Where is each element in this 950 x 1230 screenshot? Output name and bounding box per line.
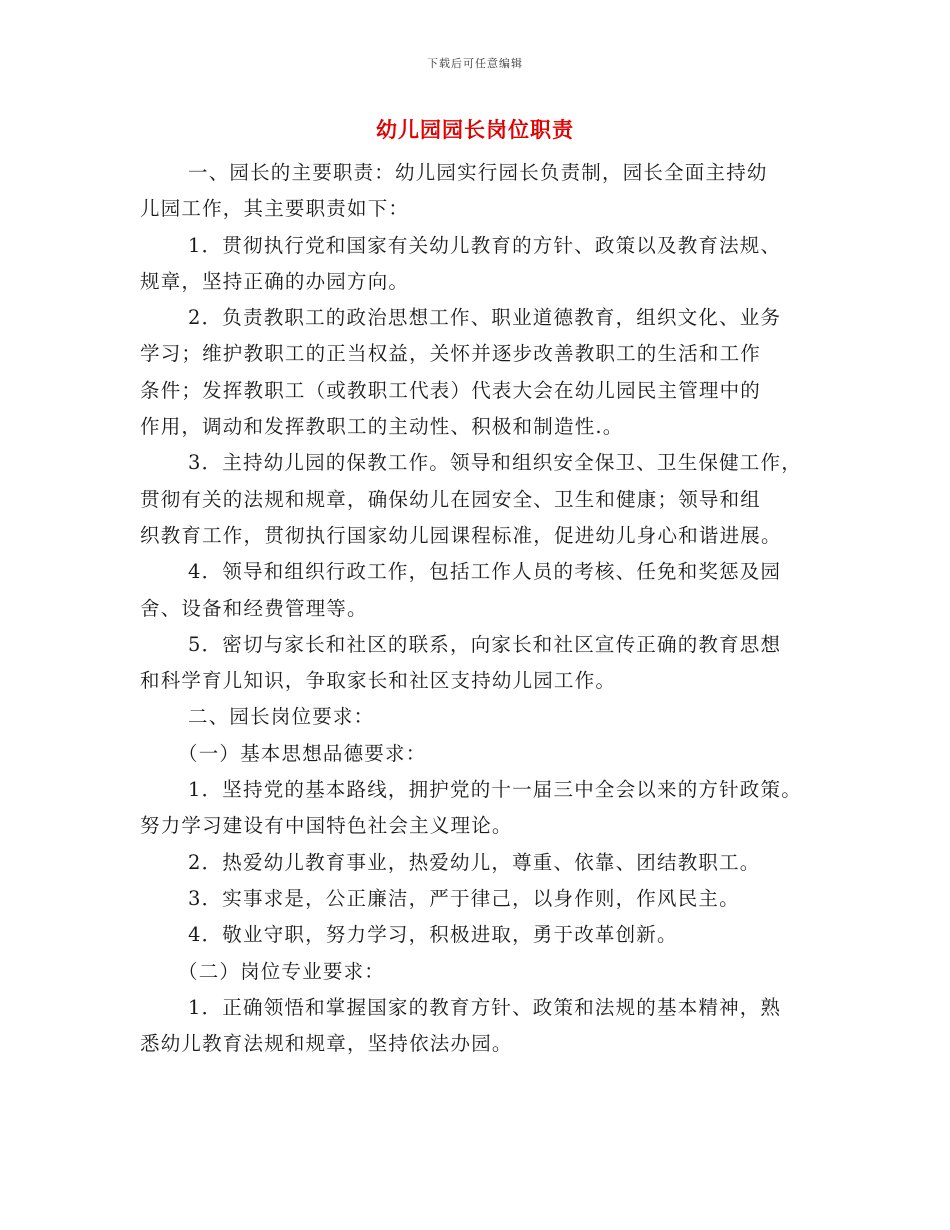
page-header: 下载后可任意编辑 — [427, 57, 523, 70]
paragraph-line: 贯彻有关的法规和规章，确保幼儿在园安全、卫生和健康；领导和组 — [140, 487, 762, 511]
paragraph-line: 4．敬业守职，努力学习，积极进取，勇于改革创新。 — [188, 923, 678, 947]
paragraph-line: 一、园长的主要职责：幼儿园实行园长负责制，园长全面主持幼 — [188, 161, 768, 184]
paragraph-line: 4．领导和组织行政工作，包括工作人员的考核、任免和奖惩及园 — [188, 560, 782, 584]
paragraph-line: 作用，调动和发挥教职工的主动性、积极和制造性.。 — [140, 415, 624, 439]
paragraph-line: 和科学育儿知识，争取家长和社区支持幼儿园工作。 — [140, 669, 617, 693]
paragraph-line: 1．贯彻执行党和国家有关幼儿教育的方针、政策以及教育法规、 — [188, 233, 782, 257]
paragraph-line: 1．坚持党的基本路线，拥护党的十一届三中全会以来的方针政策。 — [188, 778, 802, 802]
paragraph-line: 努力学习建设有中国特色社会主义理论。 — [140, 814, 513, 838]
paragraph-line: 悉幼儿教育法规和规章，坚持依法办园。 — [140, 1032, 513, 1056]
document-title: 幼儿园园长岗位职责 — [376, 117, 574, 142]
paragraph-line: 条件；发挥教职工（或教职工代表）代表大会在幼儿园民主管理中的 — [140, 378, 762, 402]
paragraph-line: 5．密切与家长和社区的联系，向家长和社区宣传正确的教育思想 — [188, 632, 782, 656]
document-body — [140, 155, 812, 1062]
paragraph-line: 2．热爱幼儿教育事业，热爱幼儿，尊重、依靠、团结教职工。 — [188, 850, 761, 874]
subsection-heading: （二）岗位专业要求： — [178, 959, 386, 983]
paragraph-line: 3．主持幼儿园的保教工作。领导和组织安全保卫、卫生保健工作， — [188, 451, 802, 475]
paragraph-line: 1．正确领悟和掌握国家的教育方针、政策和法规的基本精神，熟 — [188, 995, 782, 1019]
paragraph-line: 舍、设备和经费管理等。 — [140, 596, 368, 620]
paragraph-line: 2．负责教职工的政治思想工作、职业道德教育，组织文化、业务 — [188, 306, 782, 330]
subsection-heading: （一）基本思想品德要求： — [178, 741, 427, 765]
paragraph-line: 规章，坚持正确的办园方向。 — [140, 269, 410, 293]
paragraph-line: 学习；维护教职工的正当权益，关怀并逐步改善教职工的生活和工作 — [140, 342, 762, 366]
section-heading: 二、园长岗位要求： — [188, 705, 375, 729]
paragraph-line: 儿园工作，其主要职责如下： — [140, 197, 410, 221]
paragraph-line: 织教育工作，贯彻执行国家幼儿园课程标准，促进幼儿身心和谐进展。 — [140, 523, 782, 547]
paragraph-line: 3．实事求是，公正廉洁，严于律己，以身作则，作风民主。 — [188, 886, 740, 910]
